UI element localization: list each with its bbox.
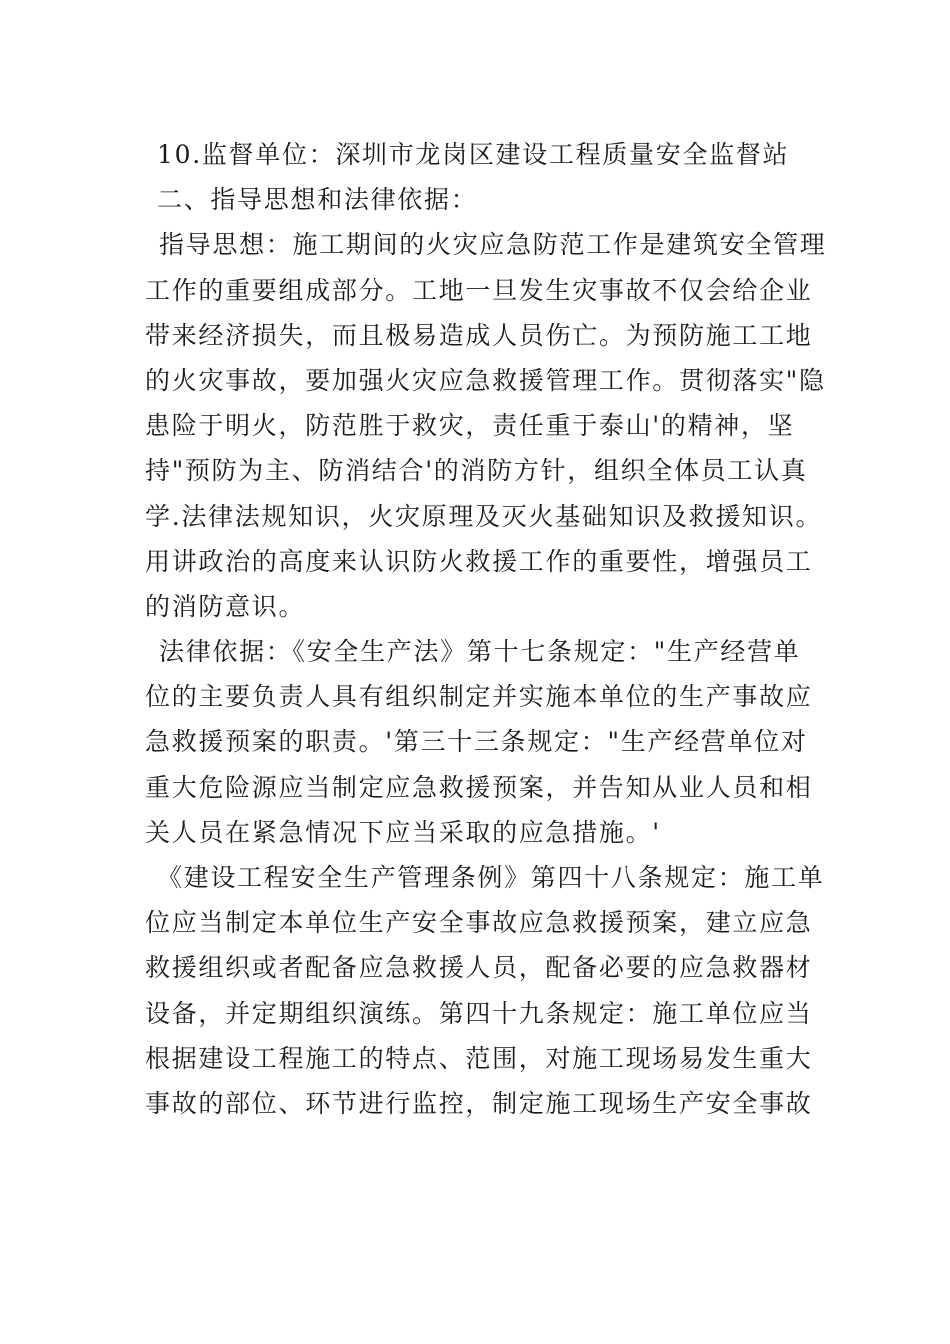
- paragraph-legal-line: 法律依据：《安全生产法》第十七条规定："生产经营单: [159, 637, 801, 667]
- paragraph-guiding-line: 带来经济损失，而且极易造成人员伤亡。为预防施工工地: [145, 320, 813, 350]
- paragraph-regulation-line: 位应当制定本单位生产安全事故应急救援预案，建立应急: [145, 908, 813, 938]
- paragraph-guiding-line: 持"预防为主、防消结合'的消防方针，组织全体员工认真: [145, 456, 808, 486]
- line-supervision-unit: 10.监督单位：深圳市龙岗区建设工程质量安全监督站: [157, 140, 790, 169]
- paragraph-regulation-line: 事故的部位、环节进行监控，制定施工现场生产安全事故: [145, 1088, 813, 1118]
- paragraph-guiding-line: 用讲政治的高度来认识防火救援工作的重要性，增强员工: [145, 546, 813, 576]
- paragraph-guiding-line: 的火灾事故，要加强火灾应急救援管理工作。贯彻落实"隐: [145, 365, 826, 395]
- paragraph-guiding-line: 工作的重要组成部分。工地一旦发生灾事故不仅会给企业: [145, 275, 813, 305]
- paragraph-legal-line: 位的主要负责人具有组织制定并实施本单位的生产事故应: [145, 682, 813, 712]
- paragraph-regulation-line: 救援组织或者配备应急救援人员，配备必要的应急救器材: [145, 953, 813, 983]
- paragraph-legal-line: 重大危险源应当制定应急救援预案，并告知从业人员和相: [145, 772, 813, 802]
- paragraph-regulation-line: 根据建设工程施工的特点、范围，对施工现场易发生重大: [145, 1043, 813, 1073]
- paragraph-legal-line: 关人员在紧急情况下应当采取的应急措施。': [145, 817, 661, 847]
- paragraph-regulation-line: 《建设工程安全生产管理条例》第四十八条规定：施工单: [157, 863, 825, 892]
- document-body: [145, 132, 827, 1126]
- paragraph-legal-line: 急救援预案的职责。'第三十三条规定："生产经营单位对: [145, 727, 808, 757]
- section-heading-2: 二、指导思想和法律依据：: [157, 185, 478, 215]
- paragraph-guiding-line: 的消防意识。: [145, 591, 306, 621]
- paragraph-regulation-line: 设备，并定期组织演练。第四十九条规定：施工单位应当: [145, 998, 813, 1028]
- paragraph-guiding-line: 患险于明火，防范胜于救灾，责任重于泰山'的精神，坚: [145, 411, 795, 441]
- paragraph-guiding-line: 指导思想：施工期间的火灾应急防范工作是建筑安全管理: [159, 230, 827, 260]
- paragraph-guiding-line: 学.法律法规知识，火灾原理及灭火基础知识及救援知识。: [145, 501, 823, 531]
